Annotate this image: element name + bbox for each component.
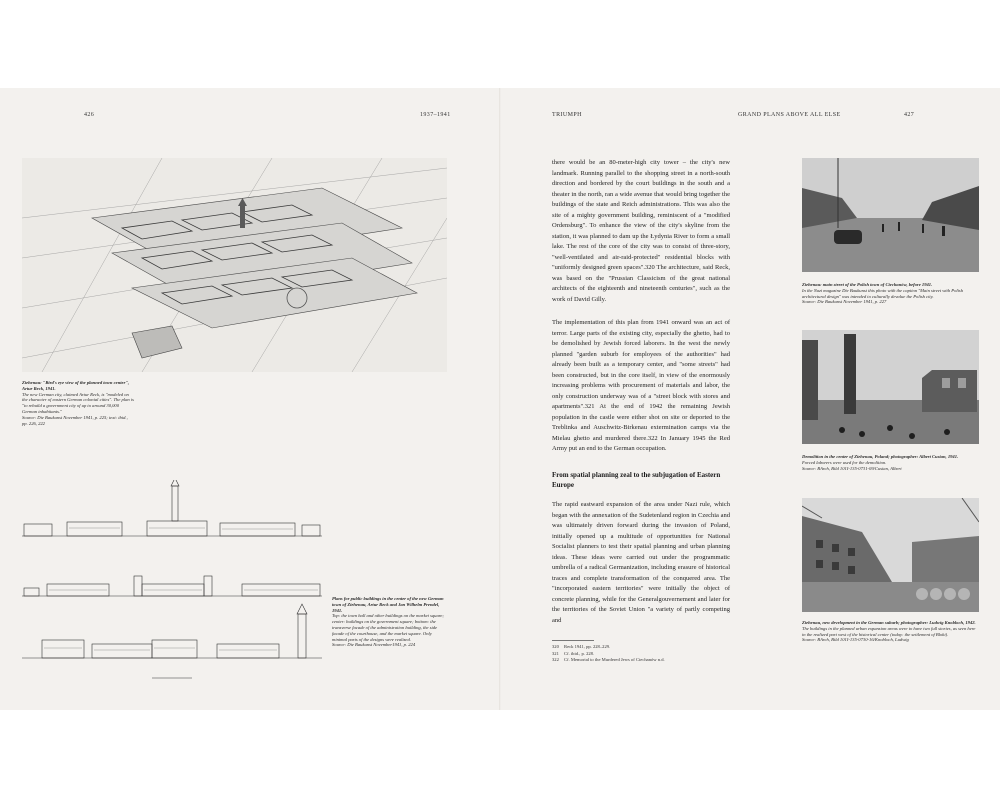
caption-description: Top: the town hall and other buildings on the market square; center: buildings on the government square; bottom: the transverse facade of the administration building, the side facade of the courthouse, and the market square. Only minimal parts of the designs were realized.	[332, 613, 444, 642]
body-paragraph-2: The implementation of this plan from 1941 onward was an act of terror. Large parts of the existing city, especially the ghetto, had to be demolished by Jewish forced laborers. In the west the newly planned "garden suburb for employees of the authorities" had already been built as a temporary center, and "some streets" had been constructed, but in the core itself, in view of the enormously increasing problems with procurement of materials and labor, the only construction underway was of a "street block with stores and apartments".321 At the end of 1942 the remaining Jewish population in the castle were either shot on site or deported to the Treblinka and Auschwitz-Birkenau extermination camps via the Mielau ghetto and murdered there.322 In January 1945 the Red Army put an end to the German occupation.	[552, 319, 730, 452]
footnotes	[552, 644, 732, 664]
aerial-plan-drawing	[22, 158, 447, 372]
footnote-rule	[552, 640, 594, 641]
caption-title: Ziehenau, new development in the German suburb; photographer: Ludwig Knobloch, 1942.	[802, 620, 976, 625]
caption-source: Source: Die Baukunst November 1941, p. 227	[802, 299, 887, 305]
caption-description: The buildings in the planned urban expansion areas were to have two full stories, as seen here in the realized part west of the historical center (today: the settlement of Bloki).	[802, 625, 976, 637]
footnote: 322 Cf. Memorial to the Murdered Jews of Ciechanów n.d.	[552, 657, 665, 663]
caption-description: Forced laborers were used for the demolition.	[802, 459, 887, 465]
caption-source: Source: Die Baukunst November1941, p. 224	[332, 642, 416, 648]
left-page-number: 426	[84, 112, 95, 118]
caption-title: Ziehenau: main street of the Polish town of Ciechanów, before 1941.	[802, 282, 933, 287]
caption-source: Source: BArch, Bild 101I-135-0730-16/Knobloch, Ludwig	[802, 637, 909, 643]
construction-photo-caption	[802, 620, 979, 643]
caption-description: In the Nazi magazine Die Baukunst this photo with the caption "Main street with Polish architectural design" was intended to culturally devalue the Polish city.	[802, 287, 963, 299]
construction-photo	[802, 498, 979, 612]
right-running-title: GRAND PLANS ABOVE ALL ELSE	[738, 112, 841, 118]
street-photo-caption	[802, 282, 979, 305]
caption-source: Source: BArch, Bild 101I-135-0731-09/Cusian, Albert	[802, 465, 902, 471]
footnote: 320 Reck 1941, pp. 228–229.	[552, 644, 611, 649]
caption-title: Demolition in the center of Ziehenau, Poland; photographer: Albert Cusian, 1941.	[802, 454, 959, 459]
body-column	[552, 158, 730, 305]
body-column-2	[552, 318, 730, 455]
caption-source: Source: Die Baukunst November 1941, p. 225; text: ibid., pp. 226, 222	[22, 414, 128, 426]
right-page-number: 427	[904, 112, 915, 118]
caption-title: Ziehenau: "Bird's eye view of the planned town center", Artur Reck, 1941.	[22, 380, 130, 391]
caption-title: Plans for public buildings in the center of the new German town of Ziehenau, Artur Reck and Jan Wilhelm Prendel, 1941.	[332, 596, 444, 613]
body-column-3	[552, 500, 730, 626]
section-heading: From spatial planning zeal to the subjugation of Eastern Europe	[552, 471, 721, 489]
demolition-photo	[802, 330, 979, 444]
left-running-title: 1937–1941	[420, 112, 451, 118]
right-section-label: TRIUMPH	[552, 112, 582, 118]
book-gutter	[499, 88, 501, 710]
aerial-plan-caption	[22, 380, 134, 426]
demolition-photo-caption	[802, 454, 979, 471]
elevations-caption	[332, 596, 446, 648]
body-paragraph-3: The rapid eastward expansion of the area under Nazi rule, which began with the annexation of the Sudetenland region in Czechia and was ultimately driven forward during the invasion of Poland, initially opened up a multitude of opportunities for National Socialist planners to test their spatial planning and urban planning ideas. These ideas were carried out under the programmatic umbrella of a radical Germanization, including erasure of historical traces and complete transformation of the conquered area. The "incorporated eastern territories" were initially the object of concrete planning, while for the Generalgouvernement and later for the territories of the Soviet Union "a variety of partly competing and	[552, 501, 730, 624]
body-paragraph-1: there would be an 80-meter-high city tower – the city's new landmark. Running parallel to the shopping street in a north-south direction and bordered by the court buildings in the south and a theater in the north, ran a wide avenue that would bring together the buildings of the state and Reich administrations. This was also the site of a mighty government building, reminiscent of a "modified Ordensburg". To enhance the view of the city's skyline from the station, it was planned to dam up the Łydynia River to form a small lake. The rest of the core of the city was to consist of three-story, "well-ventilated and air-raid-protected" residential blocks with "uniformly designed green spaces".320 The architecture, said Reck, was based on the "Prussian Classicism of the great national architects of the eighteenth and nineteenth centuries", such as the work of David Gilly.	[552, 159, 730, 303]
footnote: 321 Cf. ibid., p. 228.	[552, 650, 595, 656]
street-photo	[802, 158, 979, 272]
caption-description: The new German city, claimed Artur Reck, is "modeled on the character of eastern German colonial cities". The plan is "to rebuild a government city of up to around 30,000 German inhabitants."	[22, 391, 134, 414]
building-elevations-drawing	[22, 480, 322, 680]
